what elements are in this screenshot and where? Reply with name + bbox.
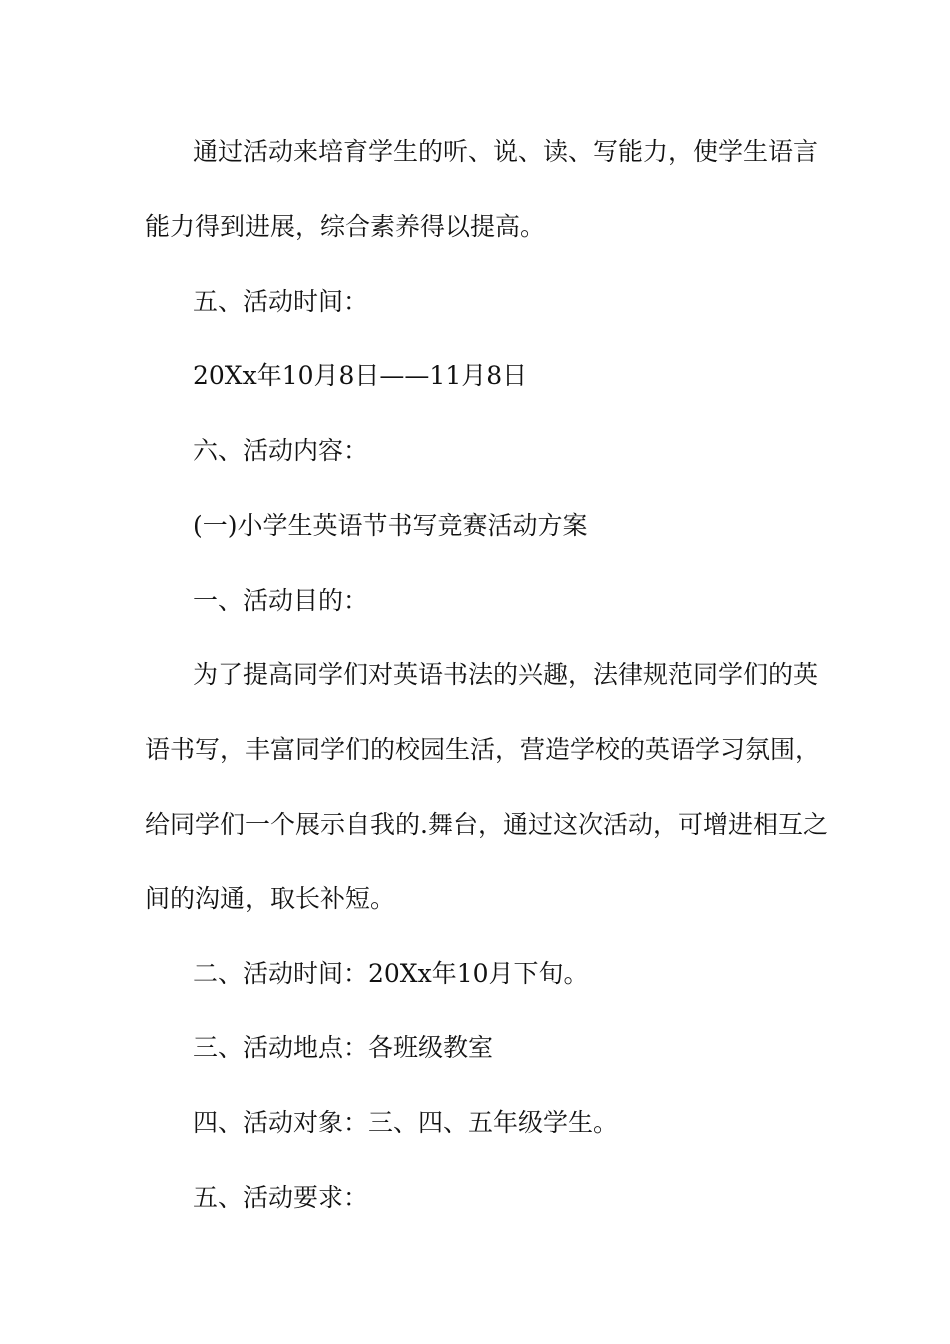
section-heading: 一、活动目的： — [193, 586, 369, 615]
section-heading: 六、活动内容： — [193, 436, 369, 465]
paragraph-line: 语书写，丰富同学们的校园生活，营造学校的英语学习氛围， — [145, 735, 821, 764]
paragraph-line: 为了提高同学们对英语书法的兴趣，法律规范同学们的英 — [193, 660, 819, 689]
section-heading: 五、活动时间： — [193, 287, 369, 316]
section-heading: 二、活动时间：20Xx年10月下旬。 — [193, 959, 589, 988]
paragraph-line: 给同学们一个展示自我的.舞台，通过这次活动，可增进相互之 — [145, 810, 828, 839]
paragraph-line: 能力得到进展，综合素养得以提高。 — [145, 212, 546, 241]
section-heading: 四、活动对象：三、四、五年级学生。 — [193, 1108, 619, 1137]
section-heading: 五、活动要求： — [193, 1183, 369, 1212]
section-heading: 三、活动地点：各班级教室 — [193, 1033, 494, 1062]
paragraph-line: 间的沟通，取长补短。 — [145, 884, 396, 913]
date-range-line: 20Xx年10月8日——11月8日 — [193, 361, 528, 390]
subsection-title: (一)小学生英语节书写竞赛活动方案 — [193, 511, 588, 540]
paragraph-line: 通过活动来培育学生的听、说、读、写能力，使学生语言 — [193, 137, 819, 166]
